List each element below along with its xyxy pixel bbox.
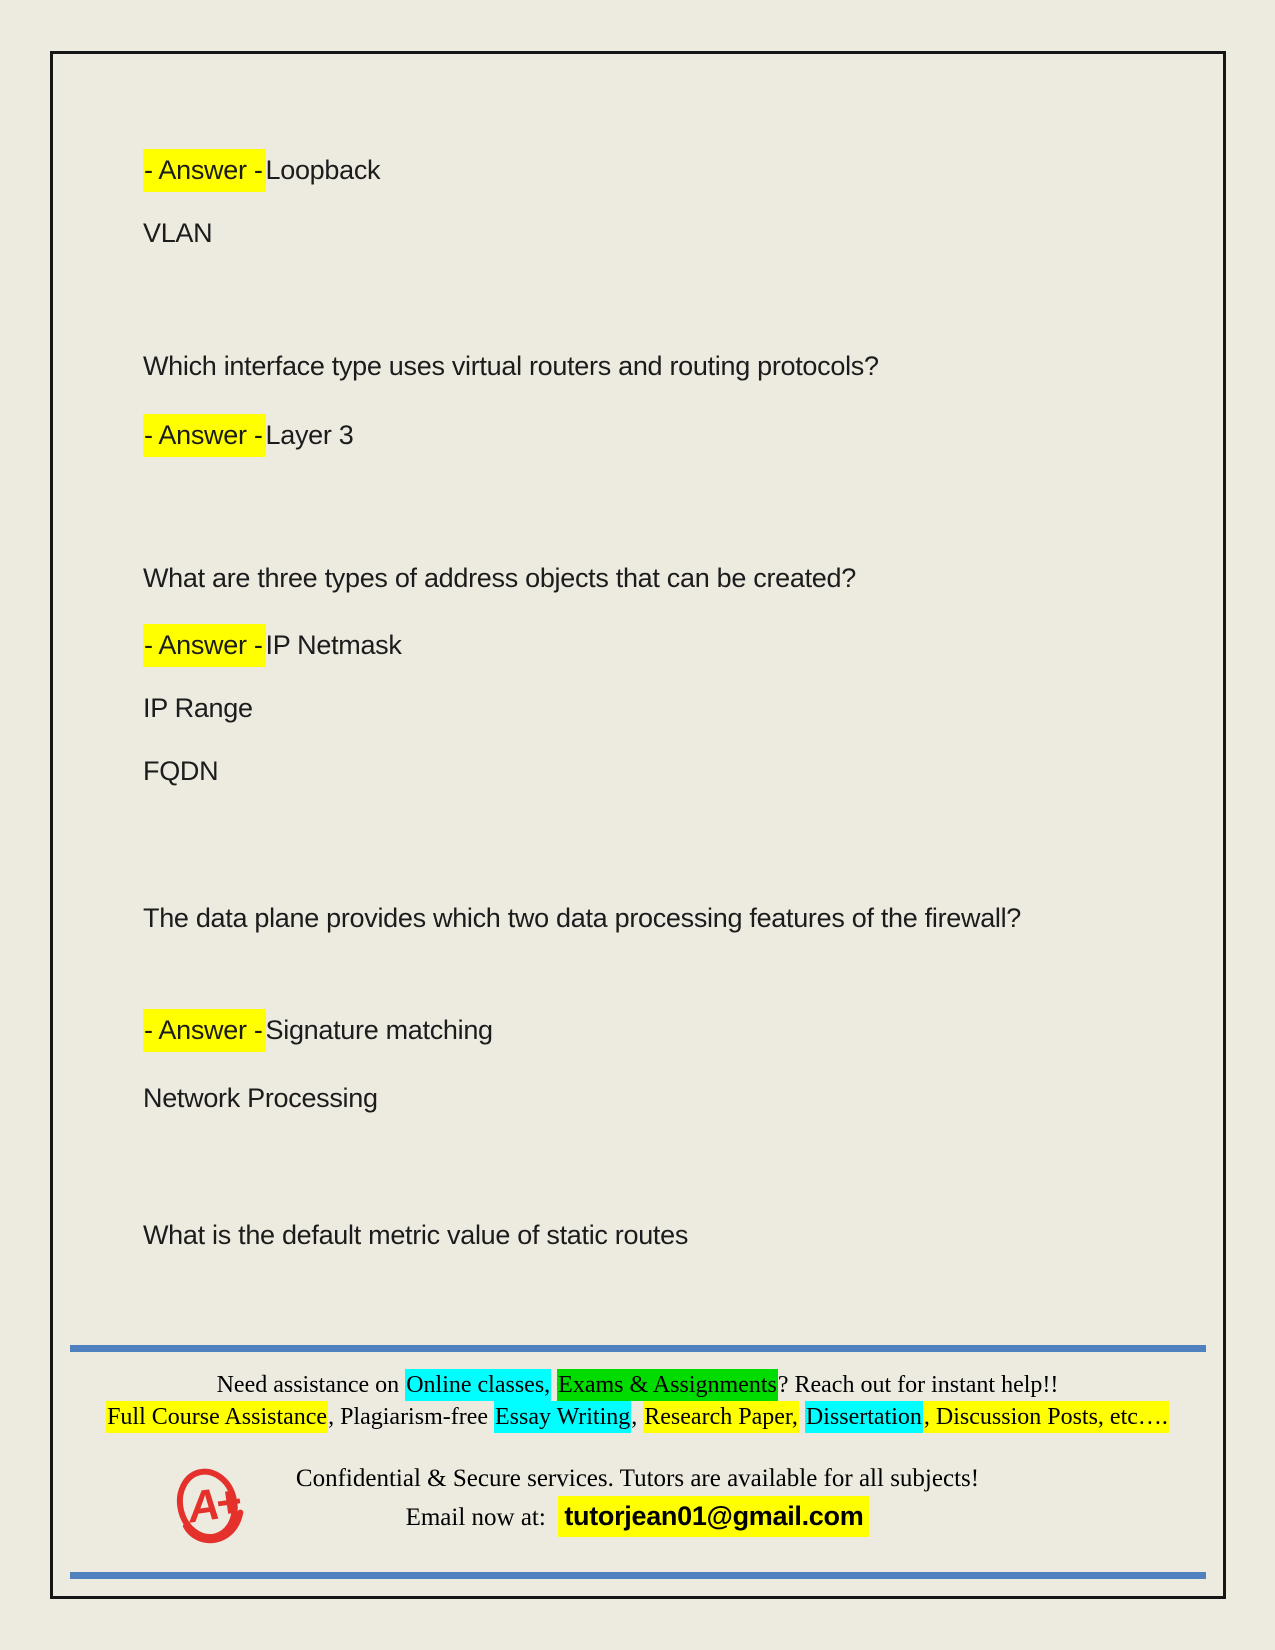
answer-continuation-line [143, 1075, 1063, 1121]
footer-highlight-research-paper: Research Paper, [643, 1401, 799, 1433]
footer-highlight-exams-assignments: Exams & Assignments [557, 1369, 778, 1401]
answer-text: Layer 3 [265, 420, 354, 450]
footer-confidential-line: Confidential & Secure services. Tutors are available for all subjects! [295, 1465, 980, 1492]
footer-highlight-dissertation: Dissertation [805, 1401, 923, 1433]
footer-text-segment: , Plagiarism-free [328, 1404, 495, 1430]
footer-highlight-full-course: Full Course Assistance [106, 1401, 328, 1433]
footer-text-segment: Need assistance on [216, 1372, 406, 1398]
answer-line [143, 412, 1063, 458]
answer-line [143, 1007, 1063, 1053]
footer-divider-bottom [70, 1572, 1206, 1579]
answer-text: VLAN [143, 218, 213, 248]
footer-assistance-line [53, 1370, 1222, 1400]
page-border-frame [50, 51, 1226, 1599]
answer-label-highlight: - Answer - [143, 149, 266, 192]
answer-continuation-line [143, 748, 1063, 794]
answer-text: IP Netmask [265, 630, 402, 660]
question-text: What is the default metric value of static routes [143, 1220, 689, 1250]
answer-continuation-line [143, 210, 1063, 256]
footer-services-line [53, 1402, 1222, 1432]
footer-divider-top [70, 1345, 1206, 1352]
email-address: tutorjean01@gmail.com [558, 1496, 869, 1537]
spacer [546, 1504, 559, 1531]
footer-highlight-essay-writing: Essay Writing [494, 1401, 631, 1433]
answer-line [143, 622, 1063, 668]
answer-text: Network Processing [143, 1083, 378, 1113]
footer-text-segment [799, 1404, 805, 1430]
answer-text: Signature matching [265, 1015, 493, 1045]
answer-label-highlight: - Answer - [143, 1009, 266, 1052]
answer-text: IP Range [143, 693, 253, 723]
answer-text: FQDN [143, 756, 219, 786]
question-text: What are three types of address objects that can be created? [143, 563, 856, 593]
answer-continuation-line [143, 685, 1063, 731]
question-line [143, 343, 1063, 389]
logo-text: A+ [184, 1477, 241, 1533]
answer-line [143, 147, 1063, 193]
footer-highlight-discussion-posts: , Discussion Posts, etc…. [923, 1401, 1169, 1433]
answer-label-highlight: - Answer - [143, 414, 266, 457]
question-text: The data plane provides which two data processing features of the firewall? [143, 903, 1022, 933]
question-line [143, 1212, 1063, 1258]
answer-text: Loopback [265, 155, 381, 185]
question-line [143, 895, 1063, 941]
footer-email-line [53, 1496, 1222, 1538]
question-text: Which interface type uses virtual routers and routing protocols? [143, 351, 879, 381]
answer-label-highlight: - Answer - [143, 624, 266, 667]
footer-highlight-online-classes: Online classes, [405, 1369, 551, 1401]
footer-text-segment: , [631, 1404, 644, 1430]
email-label: Email now at: [405, 1504, 546, 1531]
question-line [143, 555, 1063, 601]
footer-text-segment: ? Reach out for instant help!! [777, 1372, 1059, 1398]
